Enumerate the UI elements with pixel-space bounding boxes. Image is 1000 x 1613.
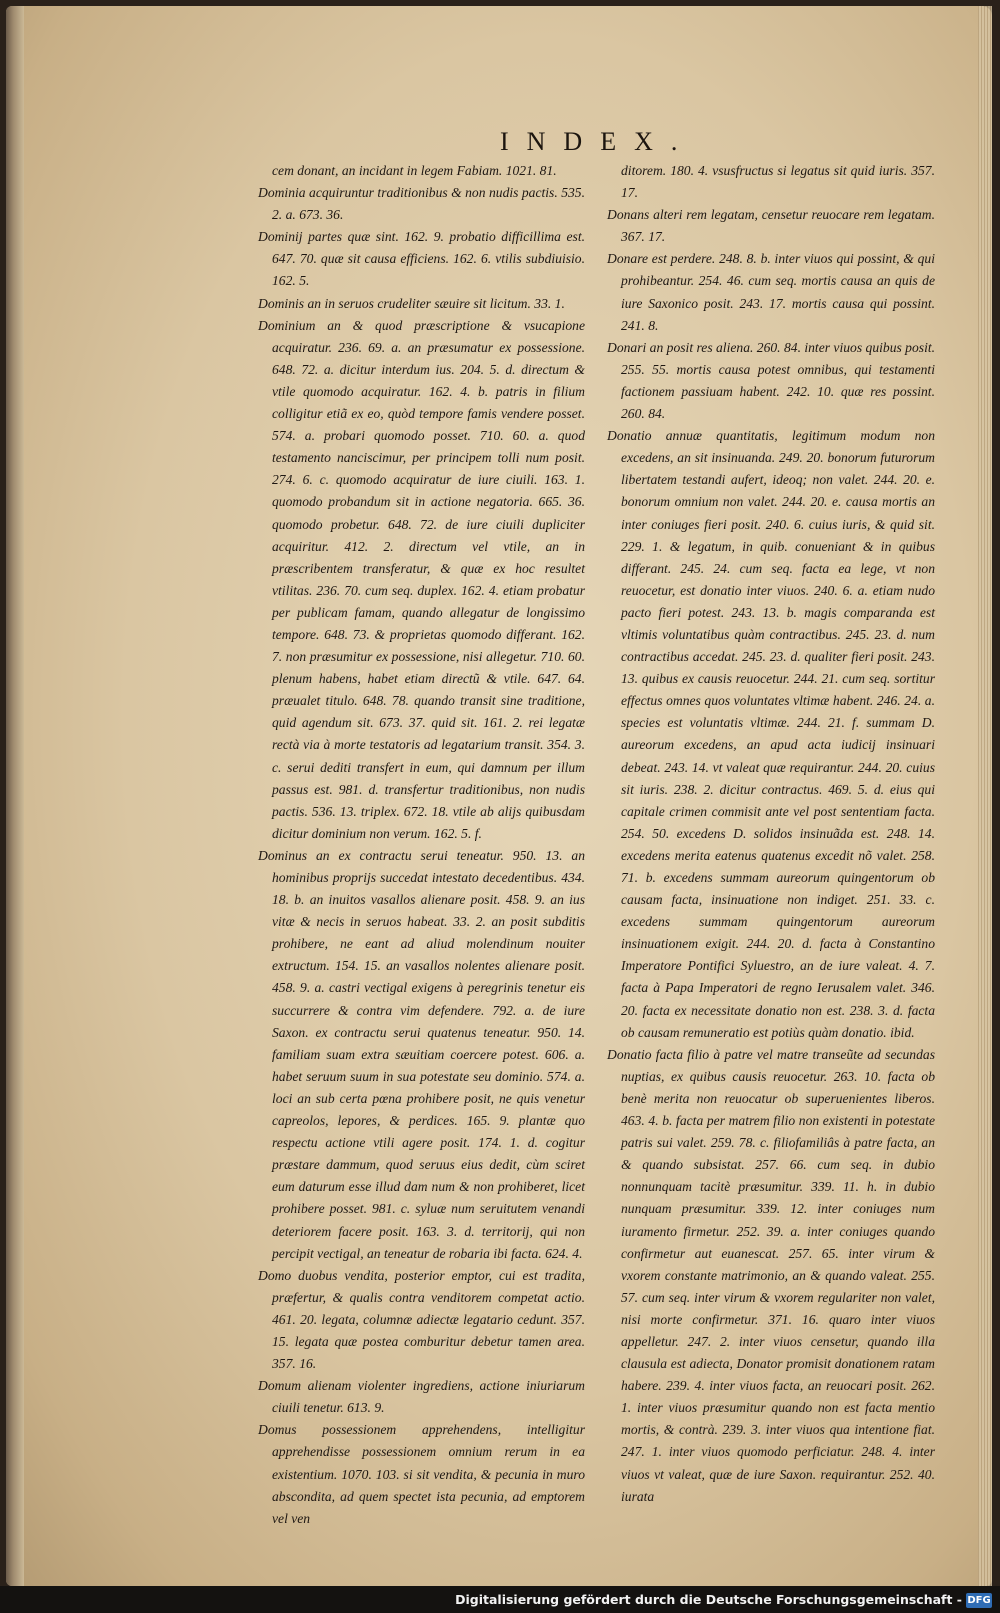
left-column: [258, 160, 585, 1530]
page-header: INDEX.: [500, 127, 696, 156]
page-spine: [6, 6, 24, 1586]
index-entry: Donatio facta filio à patre vel matre transeũte ad secundas nuptias, ex quibus causis reuocetur. 263. 10. facta ob benè merita non reuocatur ob superuenientes liberos. 463. 4. b. facta per matrem filio non existenti in potestate patris sui valet. 259. 78. c. filiofamiliâs à patre facta, an & quando subsistat. 257. 66. cum seq. in dubio nonnunquam tacitè præsumitur. 339. 11. h. in dubio nunquam præsumitur. 339. 12. inter coniuges num iuramento firmetur. 252. 39. a. inter coniuges quando confirmetur aut euanescat. 257. 65. inter virum & vxorem constante matrimonio, an & quando valeat. 255. 57. cum seq. inter virum & vxorem regulariter non valet, nisi morte confirmetur. 371. 16. quaro inter viuos appelletur. 247. 2. inter viuos censetur, quando illa clausula est adiecta, Donator promisit donationem ratam habere. 239. 4. inter viuos facta, an reuocari posit. 262. 1. inter viuos præsumitur quando non est facta mentio mortis, & contrà. 239. 3. inter viuos qua intentione fiat. 247. 1. inter viuos quomodo perficiatur. 248. 4. inter viuos vt valeat, quæ de iure Saxon. requirantur. 252. 40. iurata: [607, 1046, 935, 1504]
index-entry: Dominij partes quæ sint. 162. 9. probatio difficillima est. 647. 70. quæ sit causa efficiens. 162. 6. vtilis subdiuisio. 162. 5.: [258, 229, 585, 289]
index-entry: Donari an posit res aliena. 260. 84. inter viuos quibus posit. 255. 55. mortis causa potest omnibus, qui testamenti factionem passiuam habent. 242. 10. quæ res possint. 260. 84.: [607, 339, 936, 422]
index-entry: Dominium an & quod præscriptione & vsucapione acquiratur. 236. 69. a. an præsumatur ex possessione. 648. 72. a. dicitur interdum ius. 204. 5. d. directum & vtile quomodo acquiratur. 162. 4. b. patris in filium colligitur etiã ex eo, quòd tempore famis vendere posset. 574. a. probari quomodo posset. 710. 60. a. quod testamento nanciscimur, per principem tolli num posit. 274. 6. c. quomodo acquiratur de iure ciuili. 163. 1. quomodo probandum sit in actione negatoria. 665. 36. quomodo probetur. 648. 72. de iure ciuili dupliciter acquiritur. 412. 2. directum vel vtile, an in præscribentem transferatur, & quæ ex hoc resultet vtilitas. 236. 70. cum seq. duplex. 162. 4. etiam probatur per publicam famam, quando allegatur de longissimo tempore. 648. 73. & proprietas quomodo differant. 162. 7. non præsumitur ex possessione, nisi allegetur. 710. 60. plenum habens, habet etiam directũ & vtile. 647. 64. præualet titulo. 648. 78. quando transit sine traditione, quid agendum sit. 673. 37. quid sit. 161. 2. rei legatæ rectà via à morte testatoris ad legatarium transit. 354. 3. c. serui dediti transfert in eum, qui damnum per illum passus est. 981. d. transfertur traditionibus, non nudis pactis. 536. 13. triplex. 672. 18. vtile ab alijs quibusdam dicitur dominium non verum. 162. 5. f.: [258, 317, 585, 841]
index-entry: Donare est perdere. 248. 8. b. inter viuos qui possint, & qui prohibeantur. 254. 46. cum seq. mortis causa an quis de iure Saxonico posit. 243. 17. mortis causa qui possint. 241. 8.: [607, 251, 935, 333]
right-column: [607, 160, 935, 1508]
index-entry: ditorem. 180. 4. vsusfructus si legatus sit quid iuris. 357. 17.: [621, 163, 935, 201]
index-entry: cem donant, an incidant in legem Fabiam. 1021. 81.: [272, 163, 557, 178]
index-entry: Dominus an ex contractu serui teneatur. 950. 13. an hominibus proprijs succedat intestato decedentibus. 434. 18. b. an inuitos vasallos alienare posit. 458. 9. an ius vitæ & necis in seruos habeat. 33. 2. an posit subditis prohibere, ne eant ad aliud molendinum nouiter extructum. 154. 15. an vasallos nolentes alienare posit. 458. 9. a. castri vectigal exigens à peregrinis tenetur eis succurrere & contra vim defendere. 792. a. de iure Saxon. ex contractu serui quatenus teneatur. 950. 14. familiam suam extra sæuitiam coercere potest. 606. a. habet seruum suum in sua potestate seu dominio. 574. a. loci an sub certa pœna prohibere posit, ne quis venetur capreolos, lepores, & perdices. 165. 9. plantæ quo respectu actione vtili agere posit. 174. 1. d. cogitur præstare dammum, quod seruus eius dedit, cùm sciret eum daturum esse illud dam num & non prohiberet, licet prohibere posset. 981. c. syluæ num seruitutem venandi deteriorem facere posit. 163. 3. d. territorij, qui non percipit vectigal, an teneatur de robaria ibi facta. 624. 4.: [258, 847, 585, 1261]
page-edges: [978, 6, 992, 1586]
index-entry: Domo duobus vendita, posterior emptor, cui est tradita, præfertur, & qualis contra venditorem competat actio. 461. 20. legata, columnæ adiectæ legatario cedunt. 357. 15. legata quæ postea comburitur debetur tamen area. 357. 16.: [258, 1267, 585, 1372]
funding-notice: Digitalisierung gefördert durch die Deutsche Forschungsgemeinschaft -: [455, 1592, 962, 1607]
index-entry: Dominia acquiruntur traditionibus & non nudis pactis. 535. 2. a. 673. 36.: [258, 185, 585, 223]
index-entry: Dominis an in seruos crudeliter sæuire sit licitum. 33. 1.: [258, 295, 565, 311]
dfg-logo-icon: DFG: [967, 1595, 991, 1606]
index-entry: Donans alteri rem legatam, censetur reuocare rem legatam. 367. 17.: [607, 207, 935, 245]
index-entry: Donatio annuæ quantitatis, legitimum modum non excedens, an sit insinuanda. 249. 20. bonorum futurorum libertatem testandi aufert, ideoq; non valet. 244. 20. e. bonorum omnium non valet. 244. 20. e. causa mortis an inter coniuges fieri posit. 240. 6. cuius iuris, & quid sit. 229. 1. & legatum, in quib. conueniant & in quibus differant. 245. 24. cum seq. facta ea lege, vt non reuocetur, est donatio inter viuos. 240. 6. a. etiam nudo pacto fieri potest. 243. 13. b. magis comparanda est vltimis voluntatibus quàm contractibus. 245. 23. d. num contractibus accedat. 245. 23. d. qualiter fieri posit. 243. 13. quibus ex causis reuocetur. 244. 21. cum seq. sortitur effectus omnes quos voluntates vltimæ habent. 246. 24. a. species est voluntatis vltimæ. 244. 21. f. summam D. aureorum excedens, an apud acta iudicij insinuari debeat. 243. 14. vt valeat quæ requirantur. 244. 20. cuius sit iuris. 238. 2. dicitur contractus. 469. 5. d. eius qui capitale crimen commisit ante vel post sententiam facta. 254. 50. excedens D. solidos insinuãda est. 248. 14. excedens merita eatenus quatenus excedit nõ valet. 258. 71. b. excedens summam aureorum quingentorum ob causam facta, insinuatione non indiget. 251. 33. c. excedens summam quingentorum aureorum insinuationem exigit. 244. 20. d. facta à Constantino Imperatore Pontifici Syluestro, an de iure valeat. 4. 7. facta à Papa Imperatori de regno Ierusalem valet. 346. 20. facta ex necessitate donatio non est. 238. 3. d. facta ob causam remuneratio est potiùs quàm donatio. ibid.: [607, 428, 935, 1040]
index-entry: Domus possessionem apprehendens, intelligitur apprehendisse possessionem omnium rerum in ea existentium. 1070. 103. si sit vendita, & pecunia in muro abscondita, ad quem spectet ista pecunia, ad emptorem vel ven: [258, 1422, 585, 1526]
index-entry: Domum alienam violenter ingrediens, actione iniuriarum ciuili tenetur. 613. 9.: [258, 1378, 585, 1416]
